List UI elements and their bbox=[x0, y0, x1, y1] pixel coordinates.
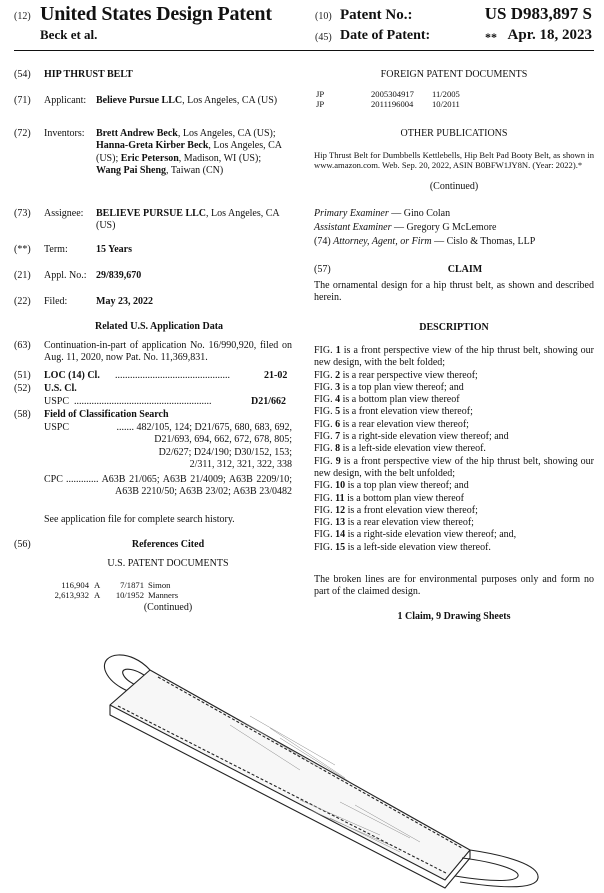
code-58: (58) bbox=[14, 409, 31, 420]
inventors-label: Inventors: bbox=[44, 128, 85, 139]
figure-description: FIG. 6 is a rear elevation view thereof; bbox=[314, 418, 469, 430]
code-63: (63) bbox=[14, 340, 31, 351]
term-value: 15 Years bbox=[96, 244, 133, 255]
design-title: HIP THRUST BELT bbox=[44, 69, 133, 80]
code-10: (10) bbox=[315, 11, 332, 22]
inventor-short: Beck et al. bbox=[40, 27, 98, 42]
search-uspc-lines: ....... 482/105, 124; D21/675, 680, 683, 692, D21/693, 694, 662, 672, 678, 805; D2/627; D24/190; D30/152, 153; 2/311, 312, 321, 322, 338 bbox=[116, 422, 292, 470]
filed-label: Filed: bbox=[44, 296, 68, 307]
other-pubs-heading: OTHER PUBLICATIONS bbox=[400, 128, 508, 139]
claim-heading: CLAIM bbox=[447, 264, 483, 275]
applicant-value: Believe Pursue LLC, Los Angeles, CA (US) bbox=[96, 95, 278, 106]
primary-examiner: Primary Examiner — Gino Colan bbox=[314, 208, 451, 219]
us-doc-name: Simon bbox=[148, 580, 171, 590]
foreign-doc-country: JP bbox=[316, 99, 325, 109]
search-cpc-lines: ............. A63B 21/065; A63B 21/4009; A63B 2209/10; A63B 2210/50; A63B 23/02; A63B 23/0482 bbox=[66, 474, 292, 498]
us-doc-date: 7/1871 bbox=[120, 580, 144, 590]
figure-description: FIG. 8 is a left-side elevation view thereof. bbox=[314, 443, 486, 455]
figure-description: FIG. 10 is a top plan view thereof; and bbox=[314, 480, 469, 492]
us-doc-num: 2,613,932 bbox=[54, 590, 89, 600]
uspc-value: D21/662 bbox=[251, 396, 286, 407]
us-doc-date: 10/1952 bbox=[115, 590, 144, 600]
code-term: (**) bbox=[14, 244, 31, 255]
assistant-examiner: Assistant Examiner — Gregory G McLemore bbox=[314, 222, 497, 233]
patent-number: US D983,897 S bbox=[484, 4, 592, 23]
uspc-dots: ....................................................... bbox=[74, 396, 212, 407]
us-docs-heading: U.S. PATENT DOCUMENTS bbox=[107, 558, 229, 569]
foreign-doc-num: 2005304917 bbox=[371, 89, 414, 99]
belt-drawing bbox=[0, 630, 604, 893]
us-cl-label: U.S. Cl. bbox=[44, 383, 77, 394]
us-doc-num: 116,904 bbox=[61, 580, 89, 590]
see-application: See application file for complete search history. bbox=[44, 514, 235, 525]
figure-description: FIG. 15 is a left-side elevation view thereof. bbox=[314, 541, 491, 553]
date-label: Date of Patent: bbox=[340, 28, 431, 43]
foreign-doc-num: 2011196004 bbox=[371, 99, 414, 109]
figure-description: FIG. 12 is a front elevation view thereof; bbox=[314, 504, 478, 516]
us-doc-name: Manners bbox=[148, 590, 179, 600]
foreign-doc-date: 11/2005 bbox=[432, 89, 460, 99]
figure-description: FIG. 5 is a front elevation view thereof; bbox=[314, 406, 473, 418]
loc-label: LOC (14) Cl. bbox=[44, 370, 100, 381]
figure-description: FIG. 2 is a rear perspective view thereof; bbox=[314, 369, 478, 381]
belt-body bbox=[110, 670, 470, 880]
header-rule bbox=[14, 50, 594, 51]
uspc-label: USPC bbox=[44, 396, 70, 407]
figure-description: FIG. 3 is a top plan view thereof; and bbox=[314, 381, 464, 393]
references-cited: References Cited bbox=[131, 539, 205, 550]
claim-text: The ornamental design for a hip thrust belt, as shown and described herein. bbox=[314, 280, 594, 304]
foreign-heading: FOREIGN PATENT DOCUMENTS bbox=[380, 69, 528, 80]
filed-value: May 23, 2022 bbox=[96, 296, 153, 307]
patent-no-label: Patent No.: bbox=[340, 7, 413, 23]
figure-description: FIG. 14 is a right-side elevation view thereof; and, bbox=[314, 529, 517, 541]
term-label: Term: bbox=[44, 244, 68, 255]
figure-description: FIG. 7 is a right-side elevation view thereof; and bbox=[314, 431, 509, 443]
other-pubs-text: Hip Thrust Belt for Dumbbells Kettlebells, Hip Belt Pad Booty Belt, as shown in www.amazon.com. Web. Sep. 20, 2022, ASIN B0BFW1JY8N. (Year: 2022).* bbox=[314, 150, 594, 171]
loc-value: 21-02 bbox=[264, 370, 288, 381]
appl-no-value: 29/839,670 bbox=[96, 270, 142, 281]
belt-right-loop bbox=[460, 850, 538, 887]
patent-date: Apr. 18, 2023 bbox=[507, 27, 592, 43]
search-uspc-label: USPC bbox=[44, 422, 70, 433]
code-54: (54) bbox=[14, 69, 31, 80]
other-continued: (Continued) bbox=[429, 181, 479, 192]
figure-description: FIG. 13 is a rear elevation view thereof; bbox=[314, 517, 474, 529]
assignee-value: BELIEVE PURSUE LLC, Los Angeles, CA (US) bbox=[96, 208, 280, 232]
inventors-value: Brett Andrew Beck, Los Angeles, CA (US); Hanna-Greta Kirber Beck, Los Angeles, CA (US); Eric Peterson, Madison, WI (US); Wang Pai Sheng, Taiwan (CN) bbox=[96, 128, 282, 176]
code-45: (45) bbox=[315, 32, 332, 43]
foreign-doc-country: JP bbox=[316, 89, 325, 99]
appl-no-label: Appl. No.: bbox=[44, 270, 87, 281]
code-56: (56) bbox=[14, 539, 31, 550]
foreign-doc-date: 10/2011 bbox=[432, 99, 460, 109]
figure-list bbox=[314, 345, 594, 554]
field-search-label: Field of Classification Search bbox=[44, 409, 169, 420]
figure-description: FIG. 1 is a front perspective view of the hip thrust belt, showing our new design, with the belt folded; bbox=[314, 345, 594, 369]
code-57: (57) bbox=[314, 264, 331, 275]
code-52: (52) bbox=[14, 383, 31, 394]
applicant-label: Applicant: bbox=[44, 95, 87, 106]
date-stars: ** bbox=[485, 30, 497, 44]
loc-dots: .............................................. bbox=[115, 370, 230, 381]
code-12: (12) bbox=[14, 11, 31, 22]
figure-description: FIG. 11 is a bottom plan view thereof bbox=[314, 492, 464, 504]
description-heading: DESCRIPTION bbox=[419, 322, 489, 333]
code-71: (71) bbox=[14, 95, 31, 106]
code-72: (72) bbox=[14, 128, 31, 139]
code-51: (51) bbox=[14, 370, 31, 381]
search-cpc-label: CPC bbox=[44, 474, 63, 485]
continuation-text: Continuation-in-part of application No. 16/990,920, filed on Aug. 11, 2020, now Pat. No. 11,369,831. bbox=[44, 340, 292, 364]
us-doc-kind: A bbox=[94, 580, 101, 590]
related-heading: Related U.S. Application Data bbox=[94, 321, 224, 332]
attorney: (74) Attorney, Agent, or Firm — Cislo & Thomas, LLP bbox=[314, 236, 536, 247]
claims-sheets: 1 Claim, 9 Drawing Sheets bbox=[397, 611, 511, 622]
figure-description: FIG. 4 is a bottom plan view thereof bbox=[314, 394, 460, 406]
figure-description: FIG. 9 is a front perspective view of the hip thrust belt, showing our new design, with the belt unfolded; bbox=[314, 455, 594, 479]
assignee-label: Assignee: bbox=[44, 208, 84, 219]
us-doc-kind: A bbox=[94, 590, 101, 600]
code-22: (22) bbox=[14, 296, 31, 307]
code-21: (21) bbox=[14, 270, 31, 281]
patent-type-title: United States Design Patent bbox=[40, 3, 272, 25]
us-docs-continued: (Continued) bbox=[143, 602, 193, 613]
code-73: (73) bbox=[14, 208, 31, 219]
broken-lines-note: The broken lines are for environmental purposes only and form no part of the claimed design. bbox=[314, 574, 594, 598]
